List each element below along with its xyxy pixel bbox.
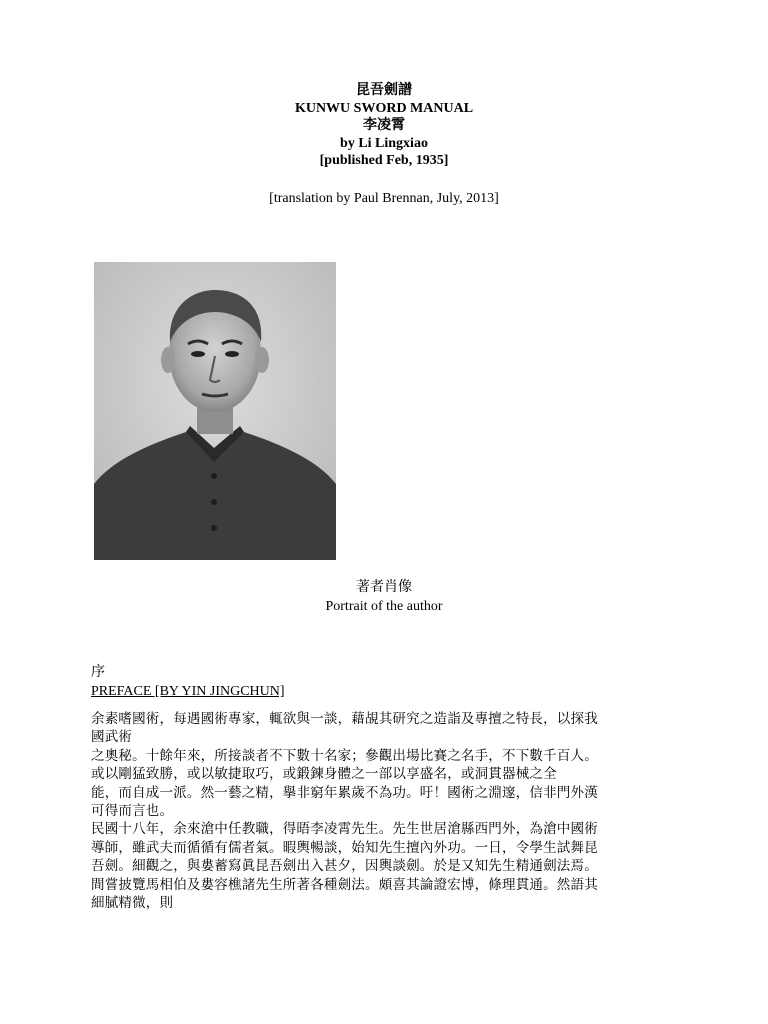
preface-line: 導師，雖武夫而循循有儒者氣。暇輿暢談，始知先生擅內外功。一日，令學生試舞昆 (91, 839, 598, 856)
author-english: by Li Lingxiao (340, 135, 428, 151)
author-portrait-photo (94, 262, 336, 560)
preface-line: 吾劍。細觀之，與婁蓄寫眞昆吾劍出入甚夕，因輿談劍。於是又知先生精通劍法焉。 (91, 858, 598, 875)
title-chinese: 昆吾劍譜 (356, 83, 412, 98)
preface-line: 之奧秘。十餘年來，所接談者不下數十名家；參觀出場比賽之名手，不下數千百人。 (91, 747, 598, 764)
preface-line: 能，而自成一派。然一藝之精，擧非窮年累歲不為功。吁！國術之淵邃，信非門外漢 (91, 784, 598, 801)
preface-line: 細膩精微，則 (91, 895, 174, 912)
preface-heading (91, 663, 285, 701)
preface-line: 或以剛猛致勝，或以敏捷取巧，或鍛鍊身體之一部以享盛名，或洞貫器械之全 (91, 766, 557, 783)
portrait-caption (0, 578, 768, 616)
preface-line: 間嘗披覽馬相伯及婁容樵諸先生所著各種劍法。頗喜其論證宏博，條理貫通。然語其 (91, 876, 598, 893)
preface-heading-english: PREFACE [BY YIN JINGCHUN] (91, 684, 285, 699)
author-chinese: 李凌霄 (363, 118, 405, 133)
caption-english: Portrait of the author (325, 599, 443, 614)
preface-line: 國武術 (91, 729, 133, 746)
preface-line: 可得而言也。 (91, 803, 174, 820)
published-date: [published Feb, 1935] (319, 153, 449, 168)
title-english: KUNWU SWORD MANUAL (294, 100, 474, 116)
preface-line: 余素嗜國術，每遇國術專家，輒欲與一談，藉覘其研究之造詣及專擅之特長，以探我 (91, 711, 598, 727)
preface-heading-chinese: 序 (91, 665, 105, 680)
document-header (0, 82, 768, 170)
preface-text (91, 710, 691, 912)
caption-chinese: 著者肖像 (356, 580, 412, 595)
preface-line: 民國十八年，余來滄中任教職，得晤李凌霄先生。先生世居滄縣西門外，為滄中國術 (91, 821, 598, 838)
translation-note: [translation by Paul Brennan, July, 2013] (269, 191, 499, 206)
